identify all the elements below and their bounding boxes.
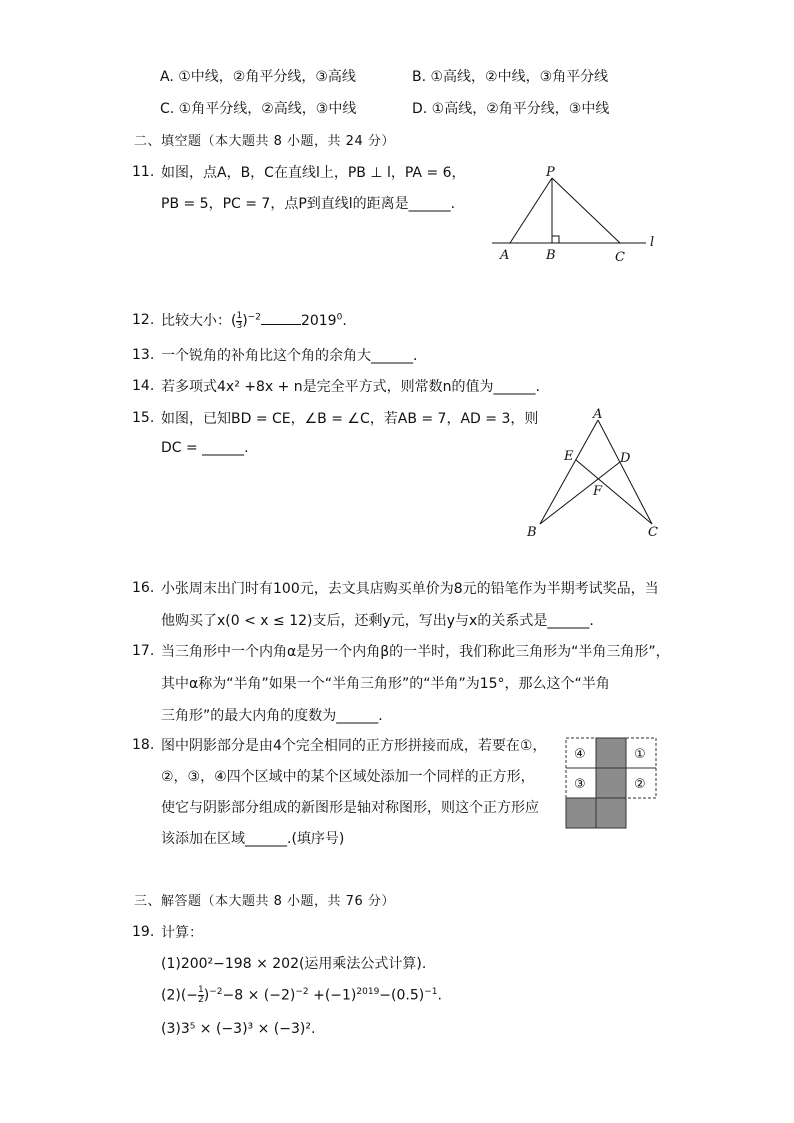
choice-a: A. ①中线，②角平分线，③高线 xyxy=(160,69,356,85)
q15-line2: DC = ______. xyxy=(161,440,249,456)
choice-d: D. ①高线，②角平分线，③中线 xyxy=(412,101,610,117)
q12-text: 比较大小：( $\frac{1}{3}$ )$^{-2}$ 2019$^0$. xyxy=(161,310,347,331)
segment-ce xyxy=(576,460,652,524)
label-a: A xyxy=(593,407,603,422)
label-region-2: ② xyxy=(634,777,646,792)
label-f: F xyxy=(593,484,603,499)
label-e: E xyxy=(564,449,574,464)
q11-number: 11. xyxy=(132,164,155,180)
q14-text: 若多项式4x² +8x + n是完全平方式，则常数n的值为______. xyxy=(161,379,541,395)
label-region-1: ① xyxy=(634,747,646,762)
q17-line1: 当三角形中一个内角α是另一个内角β的一半时，我们称此三角形为“半角三角形”， xyxy=(161,644,670,660)
q19-number: 19. xyxy=(132,924,155,940)
label-b: B xyxy=(546,248,556,263)
q17-line3: 三角形”的最大内角的度数为______. xyxy=(161,708,383,724)
choice-b: B. ①高线，②中线，③角平分线 xyxy=(412,69,609,85)
q16-number: 16. xyxy=(132,580,155,596)
label-d: D xyxy=(620,451,631,466)
shaded-square xyxy=(596,738,626,768)
q12-number: 12. xyxy=(132,312,155,328)
q18-line4: 该添加在区域______.(填序号) xyxy=(161,831,345,847)
right-angle-mark xyxy=(552,236,559,243)
q18-squares-figure xyxy=(564,736,660,832)
q14-number: 14. xyxy=(132,378,155,394)
shaded-square xyxy=(596,768,626,798)
q11-triangle-figure xyxy=(488,160,668,270)
label-b: B xyxy=(527,525,537,540)
q15-number: 15. xyxy=(132,410,155,426)
label-region-3: ③ xyxy=(574,777,586,792)
q18-line2: ②，③，④四个区域中的某个区域处添加一个同样的正方形， xyxy=(161,769,535,785)
q19-intro: 计算： xyxy=(161,925,203,941)
section-2-title: 二、填空题（本大题共 8 小题，共 24 分） xyxy=(134,134,395,149)
q15-triangle-figure xyxy=(520,400,670,545)
q19-part1: (1)200²−198 × 202(运用乘法公式计算). xyxy=(161,956,427,972)
label-l: l xyxy=(650,235,655,250)
segment-bd xyxy=(540,462,620,524)
q13-number: 13. xyxy=(132,347,155,363)
q18-line3: 使它与阴影部分组成的新图形是轴对称图形，则这个正方形应 xyxy=(161,800,539,816)
segment-pa xyxy=(510,178,552,243)
q15-line1: 如图，已知BD = CE，∠B = ∠C，若AB = 7，AD = 3，则 xyxy=(161,411,539,427)
q11-line1: 如图，点A，B，C在直线l上，PB ⊥ l，PA = 6， xyxy=(161,165,466,181)
q18-line1: 图中阴影部分是由4个完全相同的正方形拼接而成，若要在①， xyxy=(161,738,547,754)
label-a: A xyxy=(500,248,510,263)
label-p: P xyxy=(546,165,555,180)
label-region-4: ④ xyxy=(574,747,586,762)
label-c: C xyxy=(648,525,658,540)
q16-line1: 小张周末出门时有100元，去文具店购买单价为8元的铅笔作为半期考试奖品，当 xyxy=(161,581,659,597)
q19-part2: (2)(− $\frac{1}{2}$ )$^{-2}-8 \times (-2)^{-2} +(-1)^{2019}-(0.5)^{-1}$. xyxy=(161,985,442,1005)
shaded-square xyxy=(596,798,626,828)
segment-pc xyxy=(552,178,620,243)
choice-c: C. ①角平分线，②高线，③中线 xyxy=(160,101,357,117)
shaded-square xyxy=(566,798,596,828)
q16-line2: 他购买了x(0 < x ≤ 12)支后，还剩y元，写出y与x的关系式是______. xyxy=(161,613,594,629)
q18-number: 18. xyxy=(132,737,155,753)
q17-line2: 其中α称为“半角”如果一个“半角三角形”的“半角”为15°，那么这个“半角 xyxy=(161,676,610,692)
label-c: C xyxy=(615,250,625,265)
q11-line2: PB = 5，PC = 7，点P到直线l的距离是______. xyxy=(161,196,456,212)
q13-text: 一个锐角的补角比这个角的余角大______. xyxy=(161,348,418,364)
q12-frac-den: 3 xyxy=(236,320,243,331)
q12-frac-num: 1 xyxy=(236,310,243,321)
section-3-title: 三、解答题（本大题共 8 小题，共 76 分） xyxy=(134,894,395,909)
q17-number: 17. xyxy=(132,643,155,659)
q19-part3: (3)3⁵ × (−3)³ × (−3)². xyxy=(161,1021,316,1037)
